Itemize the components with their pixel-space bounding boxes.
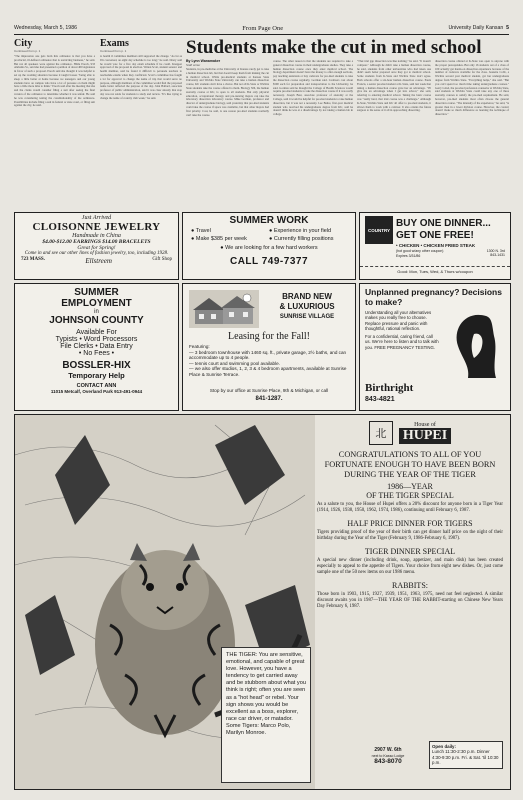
- johnson-l4: JOHNSON COUNTY: [49, 315, 144, 326]
- hupei-congrats: CONGRATULATIONS TO ALL OF YOU FORTUNATE ENOUGH TO HAVE BEEN BORN DURING THE YEAR OF THE TIGER: [324, 450, 496, 479]
- hupei-year: 1986—YEAR: [387, 482, 433, 492]
- city-story: [14, 38, 95, 210]
- med-body-4: dissection course offered at K-State was open to anyone with the proper prerequisites. But only 16 students out of a class of 100 actually get hands-on dissection experience because of the number of cadavers available for the class. Jeanette Cobb, a Wichita second year medical student, got her undergraduate degree from Wichita State. "Everything helps," she said. "But you can't spend too much time taking undergraduate courses." Gerry Lobel, the pre-med profession counselor at Wichita State, said students at Wichita State could take any one of three anatomy courses to satisfy the pre-med requirement. He said, however, pre-med students most often choose the general dissection course. "The intensity of the experience," he said, "is greater than in a lower division course. However, the contact doesn't make so much difference as learning the technique of dissection.": [435, 60, 509, 117]
- summer-work-item: ● Make $385 per week: [191, 236, 247, 242]
- country-kitchen-logo: COUNTRY: [365, 216, 393, 244]
- med-col-1: [186, 59, 269, 206]
- cloisonne-signature: Ellstreem: [85, 257, 112, 265]
- hupei-seal-icon: 北: [369, 421, 393, 445]
- summer-work-title: SUMMER WORK: [229, 215, 309, 226]
- cloisonne-invite: Come in and see our other lines of fashion jewelry, too, including 1928.: [24, 251, 169, 256]
- summer-work-item: ● Travel: [191, 228, 211, 234]
- birthright-ad: [359, 283, 511, 411]
- country-hours: Good: Mon, Tues, Wed, & Thurs w/coupon: [360, 266, 510, 274]
- johnson-contact: CONTACT ANN: [76, 383, 117, 389]
- med-byline: By Lynn Wanamaker: [186, 59, 221, 63]
- cloisonne-ad: [14, 212, 179, 280]
- med-staff: Staff writer: [186, 63, 201, 67]
- exams-headline: Exams: [100, 38, 129, 49]
- hupei-rabbits: RABBITS:: [391, 581, 428, 591]
- johnson-fees: • No Fees •: [78, 350, 115, 357]
- summer-work-item: ● Experience in your field: [269, 228, 332, 234]
- hupei-rabbits-text: Those born in 1903, 1915, 1927, 1939, 1951, 1963, 1975, need not feel neglected. A similar discount awaits you in 1987—THE YEAR OF THE RABBIT-starting on Chinese New Years Day February 6, 1987.: [317, 592, 503, 610]
- sunrise-stop: Stop by our office at Sunrise Place, 9th & Michigan, or call: [209, 388, 329, 393]
- country-address: 1300 N. 3rd 843-1431: [486, 249, 505, 257]
- summer-work-phone: CALL 749-7377: [229, 256, 309, 267]
- page-number: 5: [506, 25, 509, 31]
- issue-date: Wednesday, March 5, 1986: [14, 25, 77, 31]
- med-body-2: course. The other reason is that the students are required to take a general dissection course in their undergraduate studies. They take a human dissection course once they enter medical school. The biology department doesn't have the money to offer enough sections, pay teaching assistants or buy cadavers for pre-med students to take the dissection course regularly, Gorman said. Cadavers cost about $500 each for preparation and transportation to the University, he said. Gorman said he thought the College of Health Sciences would require pre-med students to take the dissection course if it was really necessary. Joseph Bast, associate professor of anatomy at the College, said it would be helpful for pre-med students to take human dissection, but it was not a necessity. Lee Bahre, first-year medical student who received his undergraduate degree from KU, said he doesn't think he was at a disadvantage by not taking a human lab in college.: [273, 60, 353, 117]
- cloisonne-address: 723 MASS.: [21, 257, 45, 262]
- hupei-dinner: TIGER DINNER SPECIAL: [364, 547, 456, 557]
- birthright-question: Unplanned pregnancy? Decisions to make?: [365, 287, 502, 307]
- cloisonne-gift: Great for Spring!: [77, 245, 116, 251]
- exams-body: to health if committee members still supported the change. "As far as I'm concerned, an eight day schedule is too long," he said. Drury said he would vote for a five day exam schedule if he could. Knapper approved of the proposal in election. Witten Scott, student senator and health member, said he found it difficult to persuade teachers to reschedule exams when they conflicted. Scott's committee has fought a lot for approval to change the name of trip that would serve no purpose, although members of the committee would find the proposed name better reflected the purpose of the day. John Ballard, associate professor of public administration, said it was clear already that stop day was not aside for students to study and review. "It's like trying to change the name of country club week," he said.: [100, 55, 182, 100]
- cloisonne-prices: $4.00-$12.00 EARRINGS $14.00 BRACELETS: [42, 239, 151, 245]
- exams-continued: Continued from p. 1: [100, 49, 127, 53]
- country-items: • CHICKEN • CHICKEN FRIED STEAK: [396, 243, 476, 248]
- sunrise-title: BRAND NEW & LUXURIOUS SUNRISE VILLAGE: [279, 292, 335, 320]
- hupei-text: [317, 421, 503, 610]
- section-label: From Page One: [242, 24, 284, 32]
- birthright-name: Birthright: [365, 382, 414, 394]
- sunrise-phone: 841-1287.: [255, 396, 283, 402]
- johnson-address: 11015 Metcalf, Overland Park 913-491-0944: [50, 389, 143, 394]
- sunrise-features: Featuring: — 3 bedroom townhouse with 1460 sq. ft., private garage, 2½ baths, and can accommodate up to 4 people. — tennis court and swimming pool available. — we also offer studios, 1, 2, 3 & 4 bedroom apartments, available at Sunrise Place & Sunrise Terrace.: [189, 344, 347, 377]
- hupei-season: OF THE TIGER SPECIAL: [366, 491, 454, 501]
- hupei-brand: HUPEI: [399, 428, 451, 444]
- exams-story: [100, 38, 182, 210]
- sunrise-building-illustration: [189, 290, 259, 328]
- cloisonne-top: Just Arrived: [81, 215, 112, 221]
- country-expires: Expires 3/31/86: [396, 254, 421, 258]
- hupei-special-text: As a salute to you, the House of Hupei offers a 20% discount for anyone born in a Tiger Year (1914, 1926, 1938, 1950, 1962, 1974, 1986), continuing until February 6, 1987.: [317, 502, 503, 514]
- cloisonne-sub: Handmade in China: [72, 233, 121, 239]
- med-body-1: Students, in pre-medicine at the University of Kansas rarely get to take a human dissection lab, but that doesn't keep them from making the cut in medical school. While pre-medical students at Kansas State University and Wichita State University can take a human dissection course, KU students don't have a choice. But not all K-State or Wichita State students take the course offered to them. Biology 506, the human anatomy course at KU, is open to all students. But only physical education, occupational therapy and pre-nursing majors can take the laboratory dissection laboratory course. Mike Gorman, professor and director of undergraduate biology, said yesterday that pre-med students could take the course if space was available, but that other majors had first priority. Cost, he said, is one reason pre-med students normally can't take the course.: [186, 68, 269, 117]
- hupei-half-text: Tigers providing proof of the year of their birth can get dinner half price on the night of their birthday during the Year of the Tiger (February 9, 1986-February 6, 1987).: [317, 530, 503, 542]
- johnson-county-ad: [14, 283, 179, 411]
- city-headline: City: [14, 38, 33, 49]
- johnson-l3: in: [94, 309, 99, 315]
- woman-profile-illustration: [446, 308, 504, 380]
- summer-work-ad: [182, 212, 356, 280]
- summer-work-item: ● Currently filling positions: [269, 236, 334, 242]
- sunrise-leasing: Leasing for the Fall!: [228, 331, 310, 342]
- med-headline: Students make the cut in med school: [186, 37, 482, 58]
- hupei-address: 2907 W. 6th next to Kasso Lodge 843-8070: [371, 747, 405, 765]
- country-small: (hot good w/any other coupon): [396, 249, 444, 253]
- hupei-house-of: House of: [414, 422, 436, 428]
- hupei-tiger-ad: [14, 414, 511, 790]
- hupei-hours: Open daily: Lunch 11:30-2:30 p.m. Dinner 4:30-9:30 p.m. Fri. & Sat. 'til 10:30 p.m.: [429, 741, 503, 769]
- birthright-body: Understanding all your alternatives makes you really free to choose. Replace pressure and panic with thoughtful, rational reflection. For a confidential, caring friend, call us. We're here to listen and to talk with you. FREE PREGNANCY TESTING.: [365, 310, 439, 350]
- cloisonne-shop: Gift Shop: [152, 257, 172, 262]
- country-offer-2: GET ONE FREE!: [396, 230, 474, 241]
- paper-name: University Daily Kansan: [448, 25, 504, 31]
- hupei-dinner-text: A special new dinner (including drink, soup, appetizer, and main dish) has been created especially to appeal to the appetite of Tigers. Your choice from eight new dishes. Or, just come sample one of the 50 new items on our 1986 menu.: [317, 558, 503, 576]
- med-body-3: "That trial gap dissection was like nothing," he said. "It doesn't compare." Although he didn't take a human dissection course, he said, students from other universities who had taken one didn't seem better prepared once they got to medical school. Some students from K-State and Wichita State don't agree. Both schools offer a six-hour human dissection course. Paula Francis, a senior pre-med student at K-State, said last week that taking a human dissection course gave her an advantage. "I'll give me an advantage when I get into school," she said, referring to entering medical school. Taking the basic course was "really hard, that trial course was a challenge." Although K-State, Wichita State and KU all offer to pre-med students, it allows them to work with a cadaver. It also orients the future surgeon to the sense of it all in approaching dissecting.: [357, 60, 431, 113]
- city-continued: Continued from p. 1: [14, 49, 41, 53]
- johnson-l1: SUMMER: [74, 287, 119, 298]
- birthright-phone: 843-4821: [365, 396, 395, 403]
- hupei-half: HALF PRICE DINNER FOR TIGERS: [347, 519, 473, 529]
- johnson-types: Typists • Word Processors: [55, 336, 138, 343]
- country-kitchen-ad: [359, 212, 511, 280]
- johnson-types-2: File Clerks • Data Entry: [60, 343, 133, 350]
- johnson-l2: EMPLOYMENT: [61, 298, 132, 309]
- johnson-avail: Available For: [76, 329, 117, 336]
- page-header: [14, 22, 509, 35]
- city-body: "The impression one gets from this ordinance is that you have a provincial, ill-defined ordinance that is restricting business," he said. But not all speakers were against the ordinance. Hilda Enoch, 933 Alabama St., said she had presented a petition of about 400 signatures in favor of such a proposal. Enoch said she thought it was helpful to set up the rooming situation because it taught bosses "being able to sleep a little better at home because we teenagers and our young students have on campus who have a lot of pressure on them might have a little more time to think." Enoch said after the meeting that she and the clerks would consider filing a suit after seeing the final version of the ordinance to determine whether it was unfair. He said he was considering testing the constitutionality of the ordinance. Possibilities include filing a suit in federal or state court, or filing suit against the city, he said.: [14, 55, 95, 108]
- johnson-temp: Temporary Help: [68, 371, 125, 380]
- johnson-company: BOSSLER-HIX: [62, 360, 131, 371]
- sunrise-village-ad: [182, 283, 356, 411]
- tiger-sign-box: THE TIGER: You are sensitive, emotional, and capable of great love. However, you have a tendency to get carried away and be stubborn about what you think is right; often you are seen as a "hot head" or rebel. Your sign shows you would be excellent as a boss, explorer, race car driver, or matador. Some Tigers: Marco Polo, Marilyn Monroe.: [221, 647, 311, 783]
- country-offer-1: BUY ONE DINNER...: [396, 218, 491, 229]
- summer-work-hiring: ● We are looking for a few hard workers: [220, 245, 318, 251]
- cloisonne-title: CLOISONNE JEWELRY: [32, 221, 161, 233]
